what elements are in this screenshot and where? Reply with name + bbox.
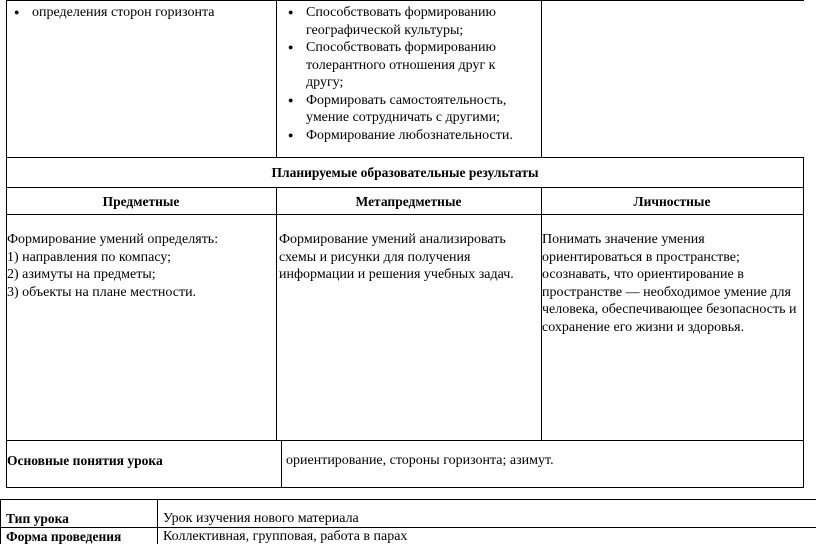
lesson-type-value: Урок изучения нового материала [163,511,359,526]
goals-cell-2 [284,4,536,144]
table-border [6,187,804,188]
list-item: ● Формировать самостоятельность, умение сотрудничать с другими; [284,92,536,127]
concepts-value: ориентирование, стороны горизонта; азимут. [286,453,554,468]
table-border [6,214,804,215]
table-border [541,0,542,157]
subject-results-text: Формирование умений определять: 1) направления по компасу; 2) азимуты на предметы; 3) объекты на плане местности. [7,232,219,300]
table-border [6,157,804,158]
lesson-type-label: Тип урока [6,511,69,526]
table-border [803,157,804,488]
meta-results-header: Метапредметные [355,194,462,209]
table-border [0,499,816,500]
list-item: ● Способствовать формированию толерантного отношения друг к другу; [284,39,536,92]
list-item: ● Способствовать формированию географической культуры; [284,4,536,39]
table-border [276,0,277,157]
table-border [157,499,158,544]
list-item: ● определения сторон горизонта [10,4,272,22]
table-border [6,0,804,1]
table-border [6,487,804,488]
table-border [281,440,282,487]
goals-list-1 [10,4,272,22]
list-item: ● Формирование любознательности. [284,127,536,145]
personal-results-text: Понимать значение умения ориентироваться в пространстве; осознавать, что ориентирование в пространстве — необходимое умение для человека, обеспечивающее безопасность и сохранение его жизни и здоровья. [542,232,797,335]
lesson-form-label: Форма проведения [6,529,122,544]
lesson-plan-table [6,0,804,488]
personal-results-header: Личностные [633,194,711,209]
table-border [0,499,1,544]
table-border [276,187,277,440]
lesson-form-value: Коллективная, групповая, работа в парах [163,529,408,544]
table-border [6,440,804,441]
results-title: Планируемые образовательные результаты [271,165,539,180]
goals-list-2 [284,4,536,144]
concepts-label: Основные понятия урока [7,453,163,468]
goals-cell-1 [10,4,272,22]
meta-results-text: Формирование умений анализировать схемы и рисунки для получения информации и решения учебных задач. [279,232,514,282]
lesson-info-table [0,499,816,544]
subject-results-header: Предметные [102,194,180,209]
